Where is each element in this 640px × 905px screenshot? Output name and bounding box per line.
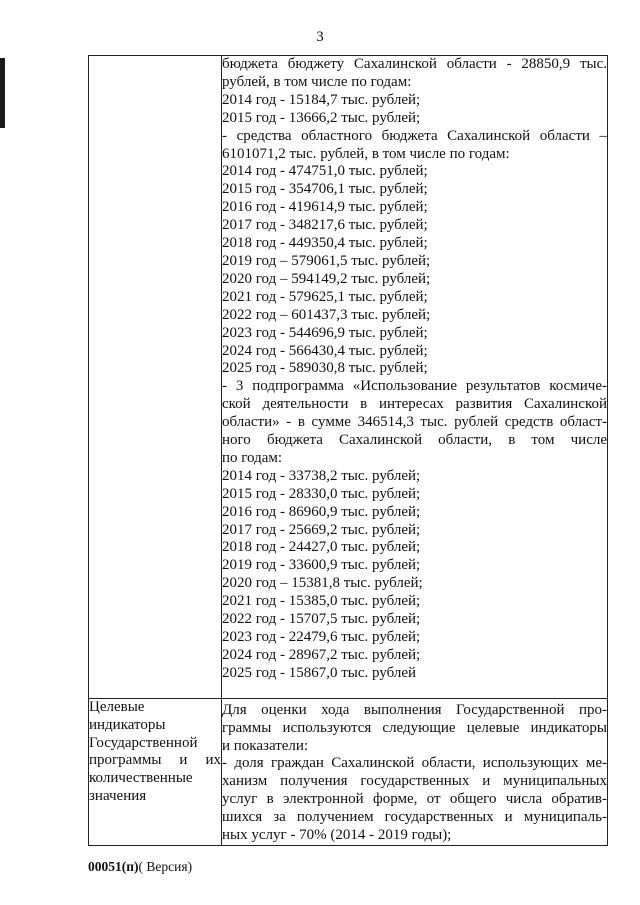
text-line: 2015 год - 28330,0 тыс. рублей; xyxy=(222,485,421,502)
text-line: 2016 год - 86960,9 тыс. рублей; xyxy=(222,503,421,520)
label-line: программы и их xyxy=(89,752,221,769)
text-line: ханизм получения государственных и муниципальных xyxy=(222,773,607,790)
text-line: ного бюджета Сахалинской области, в том числе xyxy=(222,432,607,449)
text-line: 2019 год – 579061,5 тыс. рублей; xyxy=(222,252,431,269)
text-line: 2015 год - 13666,2 тыс. рублей; xyxy=(222,109,421,126)
text-line: 2018 год - 24427,0 тыс. рублей; xyxy=(222,539,421,556)
text-line: и показатели: xyxy=(222,737,309,754)
text-line: ской деятельности в интересах развития Сахалинской xyxy=(222,396,607,413)
text-line: 2023 год - 544696,9 тыс. рублей; xyxy=(222,324,428,341)
text-line: 2023 год - 22479,6 тыс. рублей; xyxy=(222,629,421,645)
text-line: по годам: xyxy=(222,449,283,466)
text-line: 2022 год – 601437,3 тыс. рублей; xyxy=(222,306,431,323)
table-row xyxy=(89,698,608,845)
document-code: 00051(п) xyxy=(88,859,139,874)
text-line: 2025 год - 589030,8 тыс. рублей; xyxy=(222,360,428,377)
text-line: 2019 год - 33600,9 тыс. рублей; xyxy=(222,557,421,574)
page-number: 3 xyxy=(316,29,324,45)
text-line: 2021 год - 579625,1 тыс. рублей; xyxy=(222,288,428,305)
text-line: 2017 год - 25669,2 тыс. рублей; xyxy=(222,521,421,538)
text-line: 2017 год - 348217,6 тыс. рублей; xyxy=(222,217,428,234)
row1-left-cell xyxy=(89,56,222,699)
document-version: ( Версия) xyxy=(138,859,193,874)
text-line: граммы используются следующие целевые индикаторы xyxy=(222,719,607,736)
row2-left-cell xyxy=(89,698,222,845)
label-line: значения xyxy=(89,788,147,805)
label-line: индикаторы xyxy=(89,716,166,733)
text-line: 2025 год - 15867,0 тыс. рублей xyxy=(222,664,417,681)
text-line: - доля граждан Сахалинской области, использующих ме- xyxy=(222,755,607,772)
text-line: Для оценки хода выполнения Государственной про- xyxy=(222,701,607,718)
passport-table xyxy=(88,55,608,846)
text-line: 6101071,2 тыс. рублей, в том числе по годам: xyxy=(222,145,510,162)
text-line: 2020 год – 15381,8 тыс. рублей; xyxy=(222,575,423,592)
label-line: Целевые xyxy=(89,698,145,715)
text-line: рублей, в том числе по годам: xyxy=(222,73,412,90)
text-line: шихся за получением государственных и муниципаль- xyxy=(222,809,607,826)
text-line: 2018 год - 449350,4 тыс. рублей; xyxy=(222,235,428,252)
row2-right-cell xyxy=(222,698,608,845)
text-line: услуг в электронной форме, от общего числа обратив- xyxy=(222,791,607,808)
cell-bottom-spacer xyxy=(222,683,607,698)
text-line: 2015 год - 354706,1 тыс. рублей; xyxy=(222,181,428,198)
label-line: количественные xyxy=(89,770,193,787)
text-line: 2020 год – 594149,2 тыс. рублей; xyxy=(222,270,431,287)
document-footer xyxy=(88,859,192,875)
table-row xyxy=(89,56,608,699)
text-line: 2016 год - 419614,9 тыс. рублей; xyxy=(222,199,428,216)
text-line: 2024 год - 566430,4 тыс. рублей; xyxy=(222,342,428,359)
scan-edge-mark xyxy=(0,58,5,128)
text-line: 2022 год - 15707,5 тыс. рублей; xyxy=(222,611,421,628)
row1-right-cell xyxy=(222,56,608,699)
text-line: - 3 подпрограмма «Использование результатов космиче- xyxy=(222,378,607,395)
text-line: бюджета бюджету Сахалинской области - 28850,9 тыс. xyxy=(222,56,607,72)
text-line: 2014 год - 33738,2 тыс. рублей; xyxy=(222,467,421,484)
text-line: - средства областного бюджета Сахалинской области – xyxy=(222,127,607,144)
text-line: 2014 год - 474751,0 тыс. рублей; xyxy=(222,163,428,180)
text-line: 2024 год - 28967,2 тыс. рублей; xyxy=(222,646,421,663)
text-line: ных услуг - 70% (2014 - 2019 годы); xyxy=(222,827,452,844)
label-line: Государственной xyxy=(89,734,198,751)
text-line: 2014 год - 15184,7 тыс. рублей; xyxy=(222,91,421,108)
text-line: 2021 год - 15385,0 тыс. рублей; xyxy=(222,593,421,610)
text-line: области» - в сумме 346514,3 тыс. рублей средств област- xyxy=(222,414,607,431)
